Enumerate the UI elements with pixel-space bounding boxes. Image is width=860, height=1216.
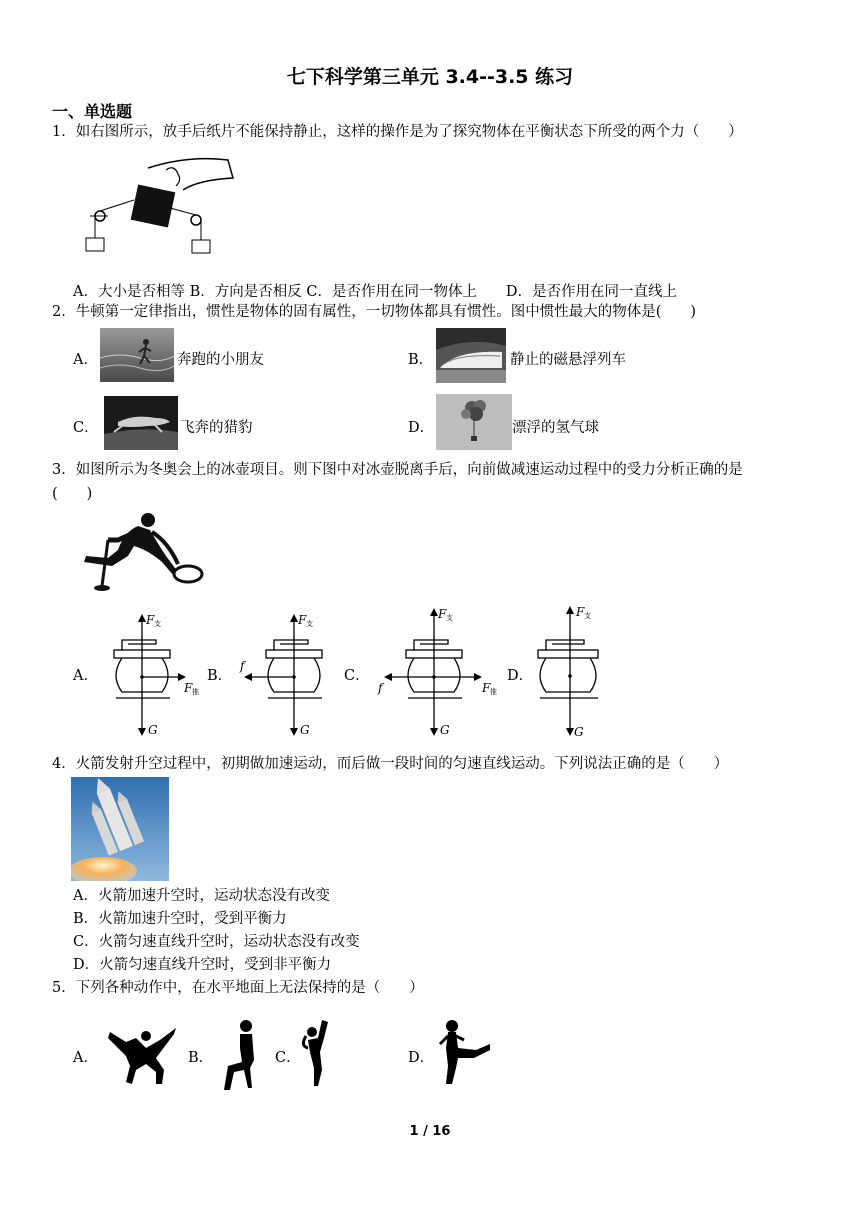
q5-breakdance-silhouette: [106, 1022, 178, 1092]
q2-option-a-label: A．: [73, 352, 98, 368]
q4-rocket-launch-image: [71, 777, 169, 881]
page-number: 1 / 16: [409, 1124, 451, 1139]
question-1-options: A．大小是否相等 B．方向是否相反 C．是否作用在同一物体上 D．是否作用在同一直线上: [73, 284, 678, 300]
q3-curling-player-figure: [78, 510, 210, 592]
q3-option-c-force-diagram: [372, 604, 502, 740]
q3-option-d-label: D．: [507, 668, 534, 684]
q3-option-a-label: A．: [73, 668, 98, 684]
q5-option-a-label: A．: [73, 1050, 98, 1066]
q3b-g-label: G: [300, 723, 310, 737]
q3b-f-support-label: F: [298, 613, 307, 627]
q2-option-b-label: B．: [408, 352, 434, 368]
q5-sitting-pose-silhouette: [218, 1018, 268, 1096]
q2-option-d-text: 漂浮的氢气球: [512, 420, 599, 436]
q3b-f-label: f: [240, 659, 245, 673]
q3-option-d-force-diagram: [530, 602, 620, 740]
q2-option-b-text: 静止的磁悬浮列车: [510, 352, 626, 368]
q2-hydrogen-balloon-image: [436, 394, 512, 450]
q3-option-b-force-diagram: [232, 612, 337, 740]
q2-maglev-train-image: [436, 328, 506, 383]
q5-kick-silhouette: [436, 1018, 492, 1088]
q1-paper-pulley-figure: [78, 150, 238, 262]
question-5-text: 5．下列各种动作中，在水平地面上无法保持的是（ ）: [52, 980, 424, 996]
q4-option-b: B．火箭加速升空时，受到平衡力: [73, 911, 287, 927]
q2-option-c-text: 飞奔的猎豹: [180, 420, 253, 436]
q3c-g-label: G: [440, 723, 450, 737]
q5-option-d-label: D．: [408, 1050, 435, 1066]
q2-option-d-label: D．: [408, 420, 435, 436]
q3d-f-support-label: F: [576, 605, 585, 619]
q3-option-c-label: C．: [344, 668, 370, 684]
q3c-f-support-label: F: [438, 607, 447, 621]
q5-option-c-label: C．: [275, 1050, 301, 1066]
q3d-g-label: G: [574, 725, 584, 739]
question-3-text-line2: ( ): [52, 486, 93, 502]
q3c-f-push-sub: 推: [490, 688, 497, 696]
q4-option-a: A．火箭加速升空时，运动状态没有改变: [73, 888, 330, 904]
section-heading: 一、单选题: [52, 102, 133, 121]
q3c-f-support-sub: 支: [446, 614, 453, 622]
q3b-f-support-sub: 支: [306, 620, 313, 628]
q5-leg-raise-silhouette: [298, 1018, 338, 1088]
page-title: 七下科学第三单元 3.4--3.5 练习: [286, 66, 574, 88]
q5-option-b-label: B．: [188, 1050, 214, 1066]
q2-option-a-text: 奔跑的小朋友: [177, 352, 264, 368]
q2-cheetah-image: [104, 396, 178, 450]
q4-option-c: C．火箭匀速直线升空时，运动状态没有改变: [73, 934, 360, 950]
q3c-f-label: f: [378, 681, 383, 695]
q4-option-d: D．火箭匀速直线升空时，受到非平衡力: [73, 957, 332, 973]
question-2-text: 2．牛顿第一定律指出，惯性是物体的固有属性，一切物体都具有惯性。图中惯性最大的物体是( ): [52, 304, 697, 320]
q3a-f-push-sub: 推: [192, 688, 199, 696]
q3a-f-push-label: F: [184, 681, 193, 695]
question-3-text-line1: 3．如图所示为冬奥会上的冰壶项目。则下图中对冰壶脱离手后，向前做减速运动过程中的受力分析正确的是: [52, 462, 743, 478]
q3-option-b-label: B．: [207, 668, 233, 684]
q3a-f-support-label: F: [146, 613, 155, 627]
q2-running-child-image: [100, 328, 174, 382]
question-4-text: 4．火箭发射升空过程中，初期做加速运动，而后做一段时间的匀速直线运动。下列说法正确的是（ ）: [52, 756, 729, 772]
q3d-f-support-sub: 支: [584, 612, 591, 620]
q2-option-c-label: C．: [73, 420, 99, 436]
q3-option-a-force-diagram: [102, 612, 207, 740]
q3a-f-support-sub: 支: [154, 620, 161, 628]
q3c-f-push-label: F: [482, 681, 491, 695]
question-1-text: 1．如右图所示，放手后纸片不能保持静止，这样的操作是为了探究物体在平衡状态下所受的两个力（ ）: [52, 124, 743, 140]
q3a-g-label: G: [148, 723, 158, 737]
